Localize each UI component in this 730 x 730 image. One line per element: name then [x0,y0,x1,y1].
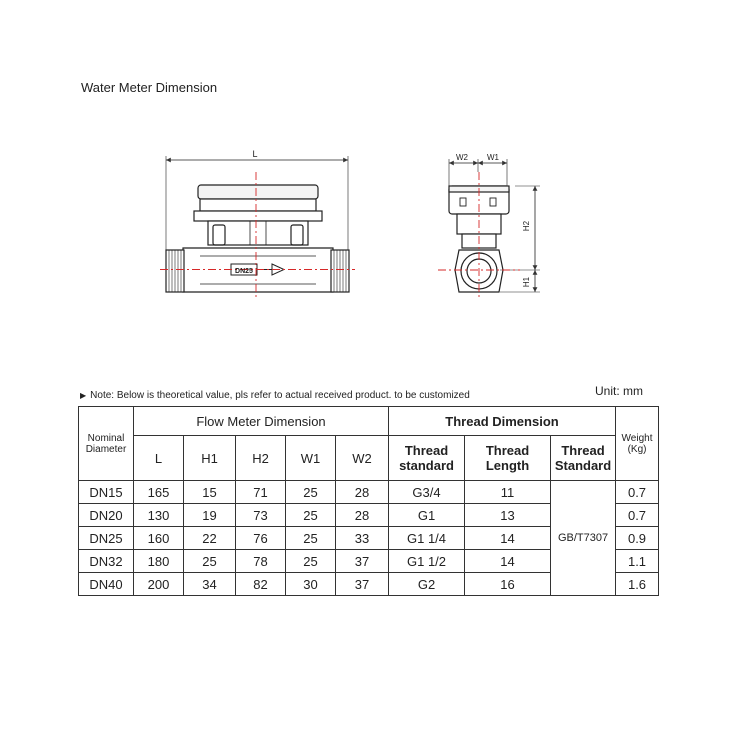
cell-l: 130 [134,504,184,527]
header-w1: W1 [286,436,336,481]
header-thread-standard: Thread standard [389,436,465,481]
cell-standard: GB/T7307 [551,481,616,596]
cell-weight: 0.7 [616,481,659,504]
cell-weight: 1.1 [616,550,659,573]
cell-length: 16 [465,573,551,596]
cell-w2: 37 [336,550,389,573]
cell-h1: 22 [184,527,236,550]
cell-length: 11 [465,481,551,504]
cell-w2: 37 [336,573,389,596]
note-arrow-icon: ▶ [80,391,87,400]
dim-label-l: L [252,149,258,159]
cell-h2: 76 [236,527,286,550]
cell-length: 13 [465,504,551,527]
cell-h2: 78 [236,550,286,573]
cell-length: 14 [465,527,551,550]
cell-h2: 71 [236,481,286,504]
cell-h2: 73 [236,504,286,527]
cell-weight: 0.9 [616,527,659,550]
cell-l: 165 [134,481,184,504]
header-nominal-diameter: Nominal Diameter [79,407,134,481]
cell-h1: 25 [184,550,236,573]
cell-dn: DN20 [79,504,134,527]
cell-w1: 25 [286,527,336,550]
header-h2: H2 [236,436,286,481]
cell-w1: 25 [286,481,336,504]
cell-w1: 25 [286,550,336,573]
dim-label-w2: W2 [456,153,468,162]
cell-w2: 28 [336,481,389,504]
cell-l: 180 [134,550,184,573]
cell-dn: DN15 [79,481,134,504]
cell-w1: 30 [286,573,336,596]
cell-dn: DN32 [79,550,134,573]
header-thread-standard-group: Thread Standard [551,436,616,481]
table-row [79,481,659,504]
dim-label-h2: H2 [522,220,531,232]
header-weight: Weight (Kg) [616,407,659,481]
cell-weight: 0.7 [616,504,659,527]
dimension-table [78,406,659,596]
cell-w2: 28 [336,504,389,527]
note [80,390,470,401]
dim-label-w1: W1 [487,153,499,162]
cell-l: 200 [134,573,184,596]
header-w2: W2 [336,436,389,481]
header-h1: H1 [184,436,236,481]
side-view [166,156,349,292]
cell-thread: G3/4 [389,481,465,504]
header-flow-meter-dimension: Flow Meter Dimension [134,407,389,436]
cell-thread: G1 1/4 [389,527,465,550]
cell-h1: 19 [184,504,236,527]
cell-thread: G2 [389,573,465,596]
cell-h1: 15 [184,481,236,504]
unit-label: Unit: mm [595,384,643,398]
page-title: Water Meter Dimension [81,80,218,95]
header-thread-dimension: Thread Dimension [389,407,616,436]
note-text: Note: Below is theoretical value, pls refer to actual received product. to be customized [90,390,470,401]
cell-l: 160 [134,527,184,550]
header-l: L [134,436,184,481]
dim-label-h1: H1 [522,276,531,288]
cell-w1: 25 [286,504,336,527]
cell-length: 14 [465,550,551,573]
cell-weight: 1.6 [616,573,659,596]
cell-h1: 34 [184,573,236,596]
cell-h2: 82 [236,573,286,596]
cell-dn: DN40 [79,573,134,596]
dn-badge: DN25 [235,268,253,275]
header-thread-length: Thread Length [465,436,551,481]
cell-w2: 33 [336,527,389,550]
cell-thread: G1 1/2 [389,550,465,573]
cell-thread: G1 [389,504,465,527]
cell-dn: DN25 [79,527,134,550]
